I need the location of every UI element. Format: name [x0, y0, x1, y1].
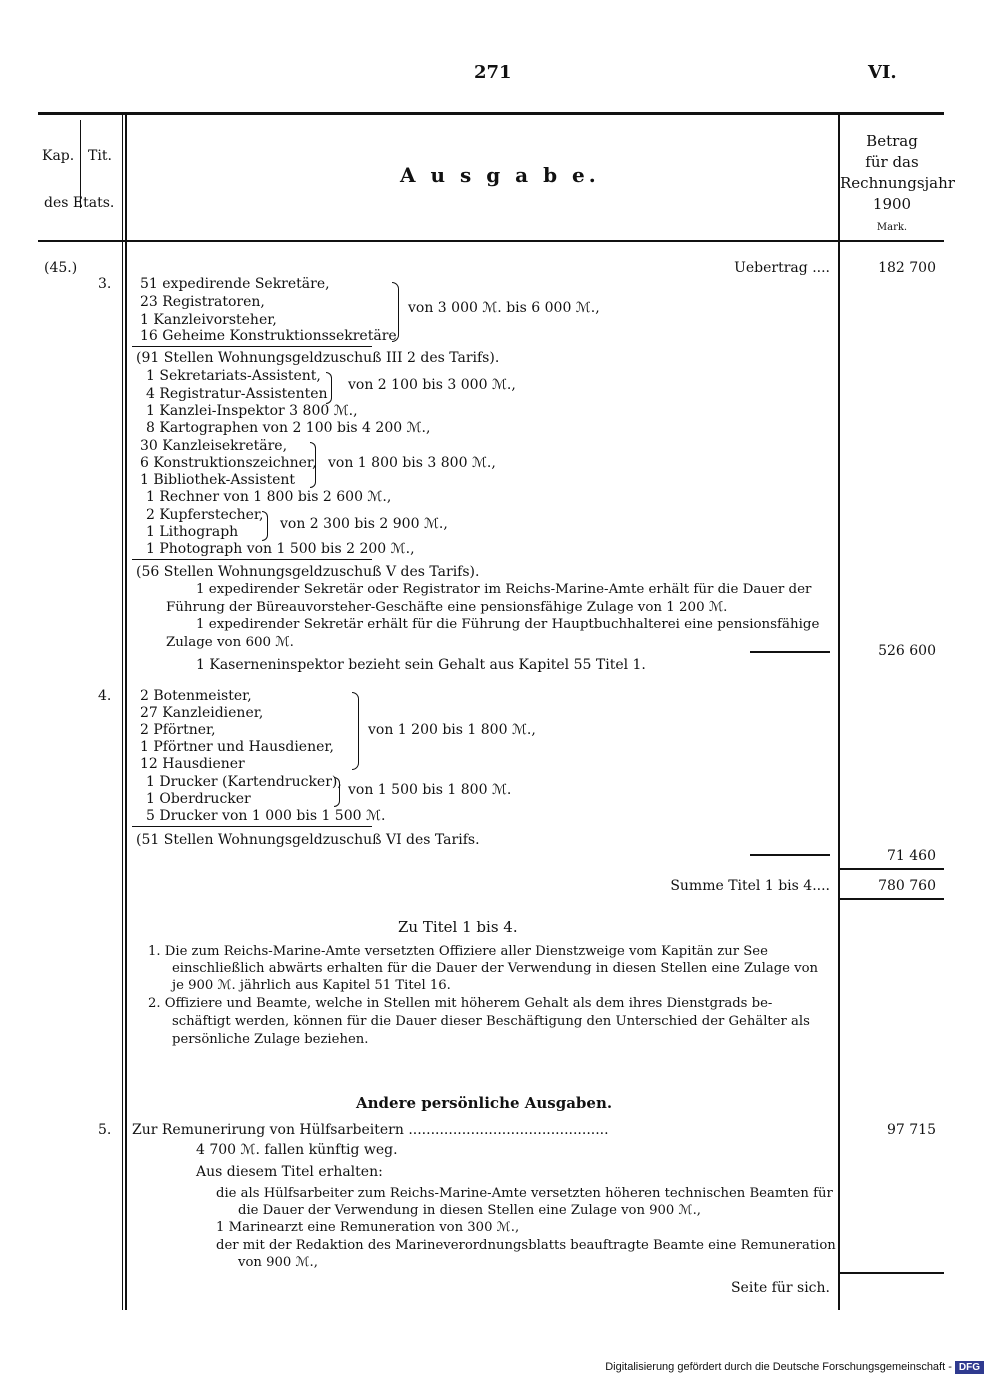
t3-a-line-3: 1 Kanzleivorsteher, — [140, 312, 277, 328]
t3-note-1: (91 Stellen Wohnungsgeldzuschuß III 2 des Tarifs). — [136, 350, 500, 366]
header-betrag-unit: Mark. — [876, 222, 908, 233]
dfg-logo: DFG — [955, 1361, 984, 1374]
t5-line-1: 4 700 ℳ. fallen künftig weg. — [196, 1142, 398, 1158]
t5-line-7: von 900 ℳ., — [238, 1255, 318, 1270]
t4-b-line-1: 1 Drucker (Kartendrucker), — [146, 774, 342, 790]
brace-t4-a — [352, 692, 359, 770]
t3-paragraph-2a: 1 expedirender Sekretär erhält für die Führung der Hauptbuchhalterei eine pensionsfähige — [196, 617, 820, 632]
t5-heading: Zur Remunerirung von Hülfsarbeitern ............................................. — [132, 1122, 609, 1138]
t3-a-line-2: 23 Registratoren, — [140, 294, 265, 310]
brace-t3-a — [392, 282, 399, 342]
brace-t3-e — [310, 442, 316, 488]
t3-c: 1 Kanzlei-Inspektor 3 800 ℳ., — [146, 403, 358, 419]
header-betrag-3: Rechnungsjahr — [840, 174, 955, 192]
t5-line-2: Aus diesem Titel erhalten: — [196, 1164, 383, 1180]
t3-a-range: von 3 000 ℳ. bis 6 000 ℳ., — [408, 300, 600, 316]
summe-rule-bottom — [840, 898, 944, 900]
t4-b-range: von 1 500 bis 1 800 ℳ. — [348, 782, 512, 798]
t4-c: 5 Drucker von 1 000 bis 1 500 ℳ. — [146, 808, 386, 824]
t5-line-4: die Dauer der Verwendung in diesen Stellen eine Zulage von 900 ℳ., — [238, 1203, 701, 1218]
summe-value: 780 760 — [878, 878, 936, 894]
header-betrag-1: Betrag — [866, 132, 918, 150]
t5-value: 97 715 — [887, 1122, 936, 1138]
t3-rule-2 — [132, 559, 372, 560]
t3-value: 526 600 — [878, 643, 936, 659]
t3-paragraph-2b: Zulage von 600 ℳ. — [166, 635, 294, 650]
t3-paragraph-1a: 1 expedirender Sekretär oder Registrator im Reichs-Marine-Amte erhält für die Dauer der — [196, 582, 812, 597]
t4-note: (51 Stellen Wohnungsgeldzuschuß VI des Tarifs. — [136, 832, 480, 848]
t4-value: 71 460 — [887, 848, 936, 864]
t3-f: 1 Rechner von 1 800 bis 2 600 ℳ., — [146, 489, 392, 505]
andere-heading: Andere persönliche Ausgaben. — [356, 1094, 613, 1112]
t3-paragraph-3: 1 Kaserneninspektor bezieht sein Gehalt aus Kapitel 55 Titel 1. — [196, 657, 646, 673]
t4-a-range: von 1 200 bis 1 800 ℳ., — [368, 722, 536, 738]
t5-line-6: der mit der Redaktion des Marineverordnungsblatts beauftragte Beamte eine Remuneration — [216, 1238, 836, 1253]
t3-e-line-1: 30 Kanzleisekretäre, — [140, 438, 288, 454]
t3-h: 1 Photograph von 1 500 bis 2 200 ℳ., — [146, 541, 415, 557]
uebertrag-value: 182 700 — [878, 260, 936, 276]
summe-rule-top — [840, 868, 944, 870]
t4-a-line-2: 27 Kanzleidiener, — [140, 705, 264, 721]
note-1-line-3: je 900 ℳ. jährlich aus Kapitel 51 Titel 16. — [172, 978, 451, 993]
brace-t4-b — [334, 777, 340, 807]
footer-credit — [605, 1361, 984, 1374]
uebertrag-label: Uebertrag .... — [734, 260, 830, 276]
t3-e-line-3: 1 Bibliothek-Assistent — [140, 472, 296, 488]
summe-label: Summe Titel 1 bis 4.... — [670, 878, 830, 894]
t4-a-line-5: 12 Hausdiener — [140, 756, 245, 772]
t3-g-line-2: 1 Lithograph — [146, 524, 239, 540]
t4-a-line-1: 2 Botenmeister, — [140, 688, 252, 704]
header-rule — [38, 240, 944, 242]
text-column-left-rule-2 — [122, 115, 123, 1310]
header-kap: Kap. — [42, 148, 75, 164]
titel-5-number: 5. — [98, 1122, 112, 1138]
t5-rule — [840, 1272, 944, 1274]
t4-sum-rule — [750, 854, 830, 856]
header-betrag-2: für das — [865, 153, 919, 171]
t3-a-line-1: 51 expedirende Sekretäre, — [140, 276, 330, 292]
header-title: A u s g a b e. — [400, 163, 600, 187]
brace-t3-g — [262, 511, 268, 541]
t3-sum-rule — [750, 651, 830, 653]
header-tit: Tit. — [88, 148, 112, 164]
t3-b-range: von 2 100 bis 3 000 ℳ., — [348, 377, 516, 393]
t4-rule — [132, 826, 372, 827]
t3-b-line-2: 4 Registratur-Assistenten — [146, 386, 328, 402]
footer-credit-text: Digitalisierung gefördert durch die Deutsche Forschungsgemeinschaft - — [605, 1361, 952, 1373]
note-1-line-2: einschließlich abwärts erhalten für die Dauer der Verwendung in diesen Stellen eine Zulage von — [172, 961, 819, 976]
t3-g-line-1: 2 Kupferstecher, — [146, 507, 264, 523]
t5-line-5: 1 Marinearzt eine Remuneration von 300 ℳ., — [216, 1220, 520, 1235]
t3-b-line-1: 1 Sekretariats-Assistent, — [146, 368, 321, 384]
seite-fuer-sich: Seite für sich. — [730, 1280, 830, 1296]
header-betrag-4: 1900 — [872, 195, 912, 213]
kapitel-number: (45.) — [44, 260, 78, 276]
t3-g-range: von 2 300 bis 2 900 ℳ., — [280, 516, 448, 532]
t3-a-line-4: 16 Geheime Konstruktionssekretäre — [140, 328, 397, 344]
t5-line-3: die als Hülfsarbeiter zum Reichs-Marine-Amte versetzten höheren technischen Beamten für — [216, 1186, 833, 1201]
note-2-line-1: 2. Offiziere und Beamte, welche in Stellen mit höherem Gehalt als dem ihres Dienstgrads be- — [148, 996, 773, 1011]
zu-titel-heading: Zu Titel 1 bis 4. — [398, 918, 518, 936]
t4-b-line-2: 1 Oberdrucker — [146, 791, 251, 807]
t3-e-range: von 1 800 bis 3 800 ℳ., — [328, 455, 496, 471]
titel-4-number: 4. — [98, 688, 112, 704]
top-rule — [38, 112, 944, 115]
note-1-line-1: 1. Die zum Reichs-Marine-Amte versetzten Offiziere aller Dienstzweige vom Kapitän zur See — [148, 944, 768, 959]
text-column-left-rule — [125, 115, 127, 1310]
header-des-etats: des Etats. — [44, 195, 115, 211]
t3-d: 8 Kartographen von 2 100 bis 4 200 ℳ., — [146, 420, 431, 436]
note-2-line-3: persönliche Zulage beziehen. — [172, 1032, 369, 1047]
page-number: 271 — [474, 62, 512, 83]
t4-a-line-4: 1 Pförtner und Hausdiener, — [140, 739, 334, 755]
section-number: VI. — [868, 62, 897, 83]
t4-a-line-3: 2 Pförtner, — [140, 722, 216, 738]
t3-e-line-2: 6 Konstruktionszeichner, — [140, 455, 317, 471]
t3-rule-1 — [132, 346, 372, 347]
brace-t3-b — [326, 372, 332, 404]
t3-paragraph-1b: Führung der Büreauvorsteher-Geschäfte eine pensionsfähige Zulage von 1 200 ℳ. — [166, 600, 728, 615]
t3-note-2: (56 Stellen Wohnungsgeldzuschuß V des Tarifs). — [136, 564, 480, 580]
note-2-line-2: schäftigt werden, können für die Dauer dieser Beschäftigung den Unterschied der Gehälter als — [172, 1014, 810, 1029]
titel-3-number: 3. — [98, 276, 112, 292]
